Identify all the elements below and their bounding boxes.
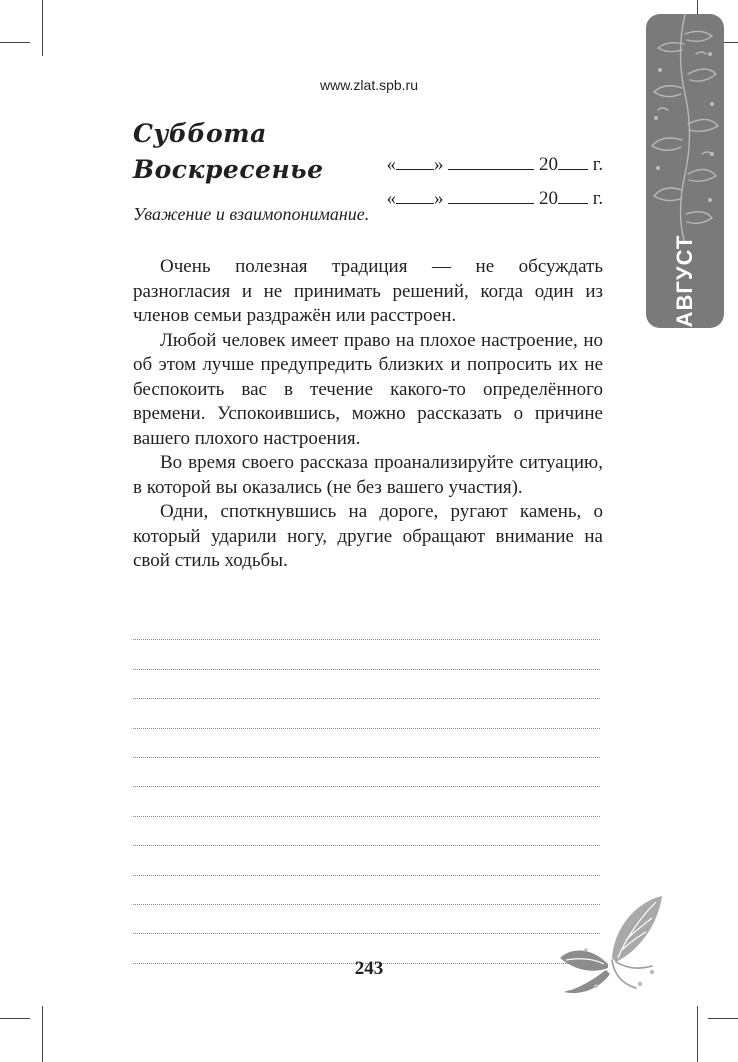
note-line	[133, 905, 600, 934]
motto: Уважение и взаимопонимание.	[133, 204, 370, 224]
note-line	[133, 846, 600, 875]
crop-mark	[42, 1006, 43, 1062]
crop-mark	[697, 1006, 698, 1062]
date-field-saturday: « » 20 г.	[377, 129, 603, 176]
crop-mark	[42, 0, 43, 56]
note-line	[133, 611, 600, 640]
date-year-blank	[558, 185, 588, 204]
note-line	[133, 817, 600, 846]
note-lines	[133, 611, 600, 964]
paragraph: Любой человек имеет право на плохое настроение, но об этом лучше предупредить близких и попросить их не беспокоить вас в течение какого-то определённого времени. Успокоившись, можно рассказать о причине вашего плохого настроения.	[133, 329, 603, 449]
note-line	[133, 876, 600, 905]
date-field-sunday: « » 20 г.	[377, 163, 603, 210]
body-text	[133, 255, 603, 574]
date-day-blank	[396, 185, 434, 204]
note-line	[133, 758, 600, 787]
crop-mark	[708, 1018, 738, 1019]
note-line	[133, 729, 600, 758]
page-number: 243	[354, 958, 384, 979]
crop-mark	[0, 42, 30, 43]
butterfly-ornament-icon	[556, 888, 666, 998]
day-heading-saturday: Суббота	[133, 119, 267, 148]
paragraph: Во время своего рассказа проанализируйте ситуацию, в которой вы оказались (не без вашего участия).	[133, 452, 603, 498]
note-line	[133, 699, 600, 728]
crop-mark	[0, 1018, 30, 1019]
day-heading-sunday: Воскресенье	[133, 155, 324, 184]
note-line	[133, 787, 600, 816]
note-line	[133, 670, 600, 699]
note-line	[133, 640, 600, 669]
month-tab-label: АВГУСТ	[672, 234, 697, 328]
paragraph: Очень полезная традиция — не обсуждать разногласия и не принимать решений, когда один из членов семьи раздражён или расстроен.	[133, 256, 603, 326]
date-month-blank	[448, 185, 534, 204]
paragraph: Одни, споткнувшись на дороге, ругают камень, о который ударили ногу, другие обращают внимание на свой стиль ходьбы.	[133, 501, 603, 571]
site-url: www.zlat.spb.ru	[319, 77, 419, 93]
